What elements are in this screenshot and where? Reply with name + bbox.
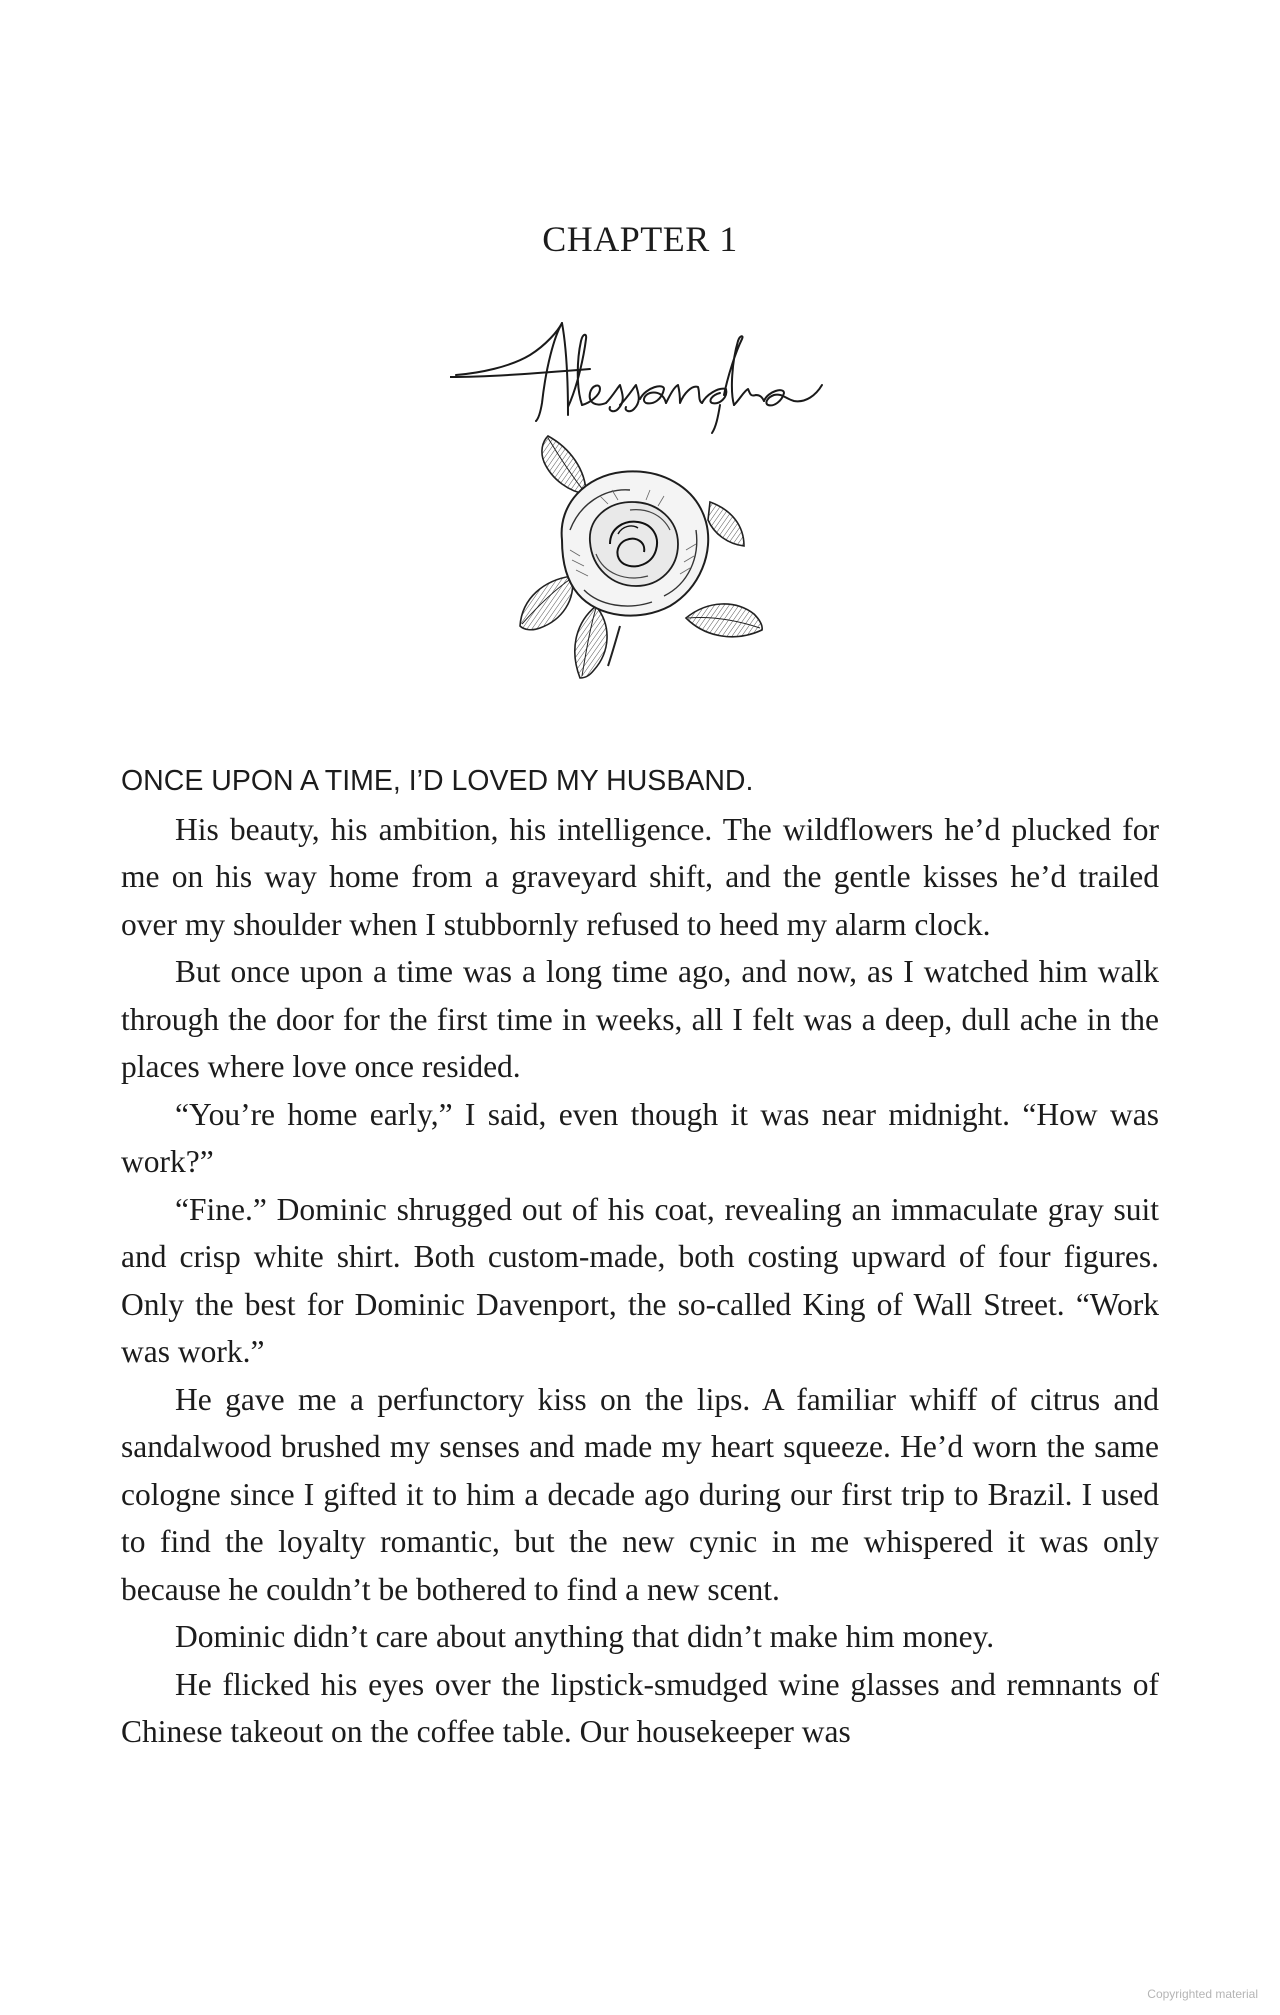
chapter-body	[121, 758, 1159, 1756]
paragraph: But once upon a time was a long time ago, and now, as I watched him walk through the door for the first time in weeks, all I felt was a deep, dull ache in the places where love once resided.	[121, 954, 1159, 1084]
pov-name-script	[450, 315, 830, 435]
copyright-notice: Copyrighted material	[1147, 1987, 1258, 2001]
chapter-title: CHAPTER 1	[542, 219, 738, 259]
paragraph: “Fine.” Dominic shrugged out of his coat, revealing an immaculate gray suit and crisp white shirt. Both custom-made, both costing upward of four figures. Only the best for Dominic Davenport, the so-called King of Wall Street. “Work was work.”	[121, 1191, 1159, 1369]
paragraph: “You’re home early,” I said, even though it was near midnight. “How was work?”	[121, 1096, 1159, 1179]
rose-illustration-icon	[500, 430, 780, 690]
opening-line: ONCE UPON A TIME, I’D LOVED MY HUSBAND.	[121, 765, 754, 797]
paragraph: His beauty, his ambition, his intelligence. The wildflowers he’d plucked for me on his way home from a graveyard shift, and the gentle kisses he’d trailed over my shoulder when I stubbornly refused to heed my alarm clock.	[121, 811, 1159, 942]
paragraph: He gave me a perfunctory kiss on the lips. A familiar whiff of citrus and sandalwood brushed my senses and made my heart squeeze. He’d worn the same cologne since I gifted it to him a decade ago during our first trip to Brazil. I used to find the loyalty romantic, but the new cynic in me whispered it was only because he couldn’t be bothered to find a new scent.	[121, 1381, 1159, 1607]
paragraph: Dominic didn’t care about anything that didn’t make him money.	[175, 1619, 995, 1654]
paragraph: He flicked his eyes over the lipstick-smudged wine glasses and remnants of Chinese takeout on the coffee table. Our housekeeper was	[121, 1666, 1159, 1749]
